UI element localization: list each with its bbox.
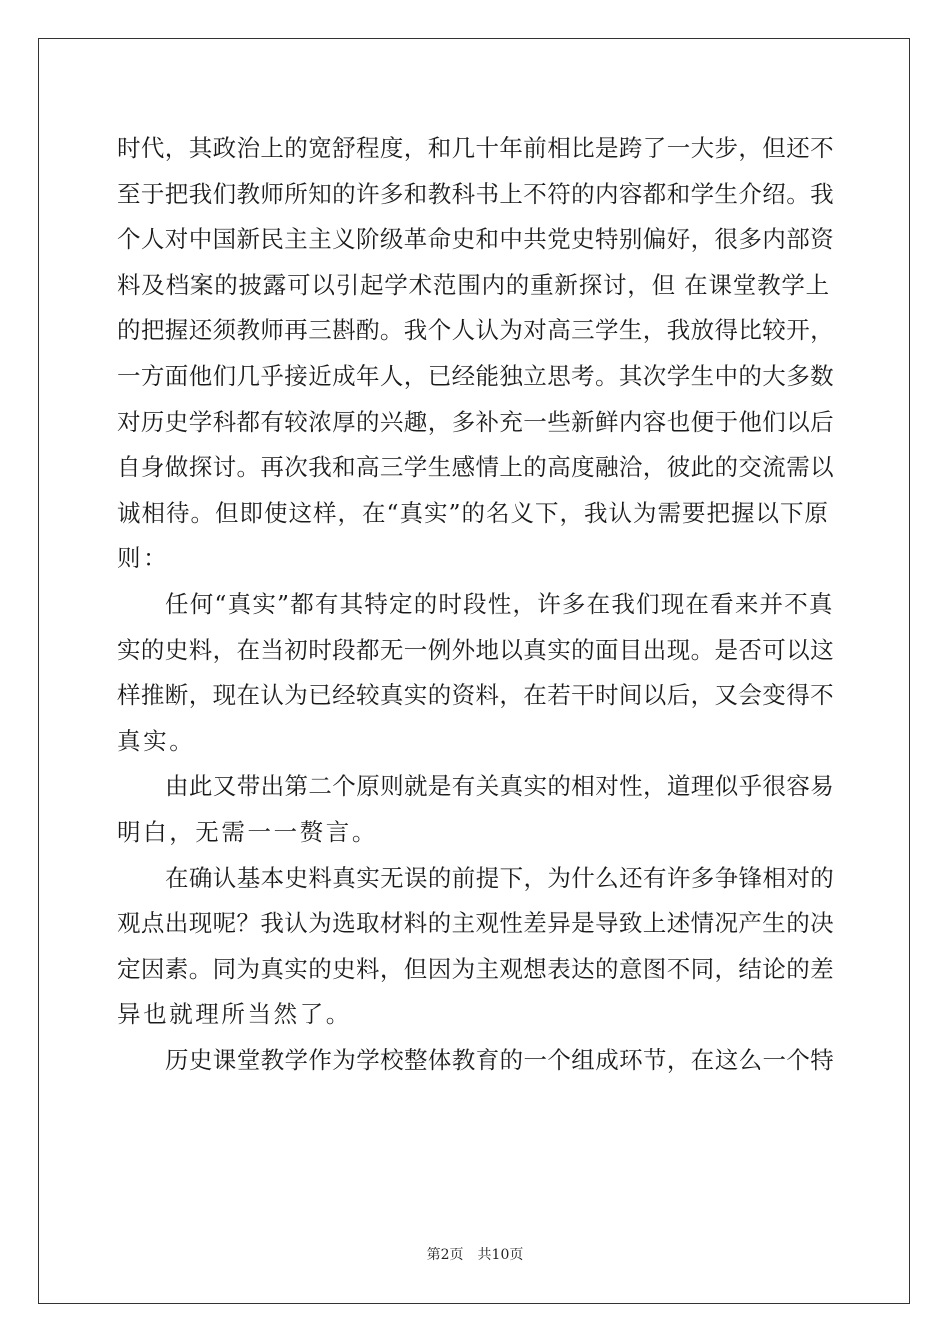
text-line: 则： — [117, 544, 170, 573]
text-line: 的把握还须教师再三斟酌。我个人认为对高三学生，我放得比较开， — [117, 316, 834, 345]
text-line: 异也就理所当然了。 — [117, 1000, 352, 1029]
text-line: 实的史料，在当初时段都无一例外地以真实的面目出现。是否可以这 — [117, 635, 834, 664]
paragraph-first-line: 任何“真实”都有其特定的时段性，许多在我们现在看来并不真 — [165, 589, 834, 618]
text-line: 诚相待。但即使这样，在“真实”的名义下，我认为需要把握以下原 — [117, 498, 830, 527]
text-line: 料及档案的披露可以引起学术范围内的重新探讨，但 在课堂教学上 — [117, 270, 830, 299]
page-number-footer: 第2页 共10页 — [426, 1247, 524, 1263]
text-line: 样推断，现在认为已经较真实的资料，在若干时间以后，又会变得不 — [117, 681, 834, 710]
text-line: 明白，无需一一赘言。 — [117, 817, 378, 846]
paragraph-first-line: 历史课堂教学作为学校整体教育的一个组成环节，在这么一个特 — [165, 1045, 835, 1074]
text-line: 观点出现呢？我认为选取材料的主观性差异是导致上述情况产生的决 — [117, 909, 834, 938]
paragraph-first-line: 由此又带出第二个原则就是有关真实的相对性，道理似乎很容易 — [165, 772, 835, 801]
text-line: 个人对中国新民主主义阶级革命史和中共党史特别偏好，很多内部资 — [117, 225, 834, 254]
text-line: 定因素。同为真实的史料，但因为主观想表达的意图不同，结论的差 — [117, 954, 834, 983]
text-line: 对历史学科都有较浓厚的兴趣，多补充一些新鲜内容也便于他们以后 — [117, 407, 834, 436]
text-line: 一方面他们几乎接近成年人，已经能独立思考。其次学生中的大多数 — [117, 361, 834, 390]
text-line: 真实。 — [117, 726, 196, 755]
document-body — [117, 126, 833, 1083]
text-line: 至于把我们教师所知的许多和教科书上不符的内容都和学生介绍。我 — [117, 179, 834, 208]
paragraph-first-line: 在确认基本史料真实无误的前提下，为什么还有许多争锋相对的 — [165, 863, 835, 892]
text-line: 时代，其政治上的宽舒程度，和几十年前相比是跨了一大步，但还不 — [117, 134, 834, 162]
text-line: 自身做探讨。再次我和高三学生感情上的高度融洽，彼此的交流需以 — [117, 453, 834, 482]
